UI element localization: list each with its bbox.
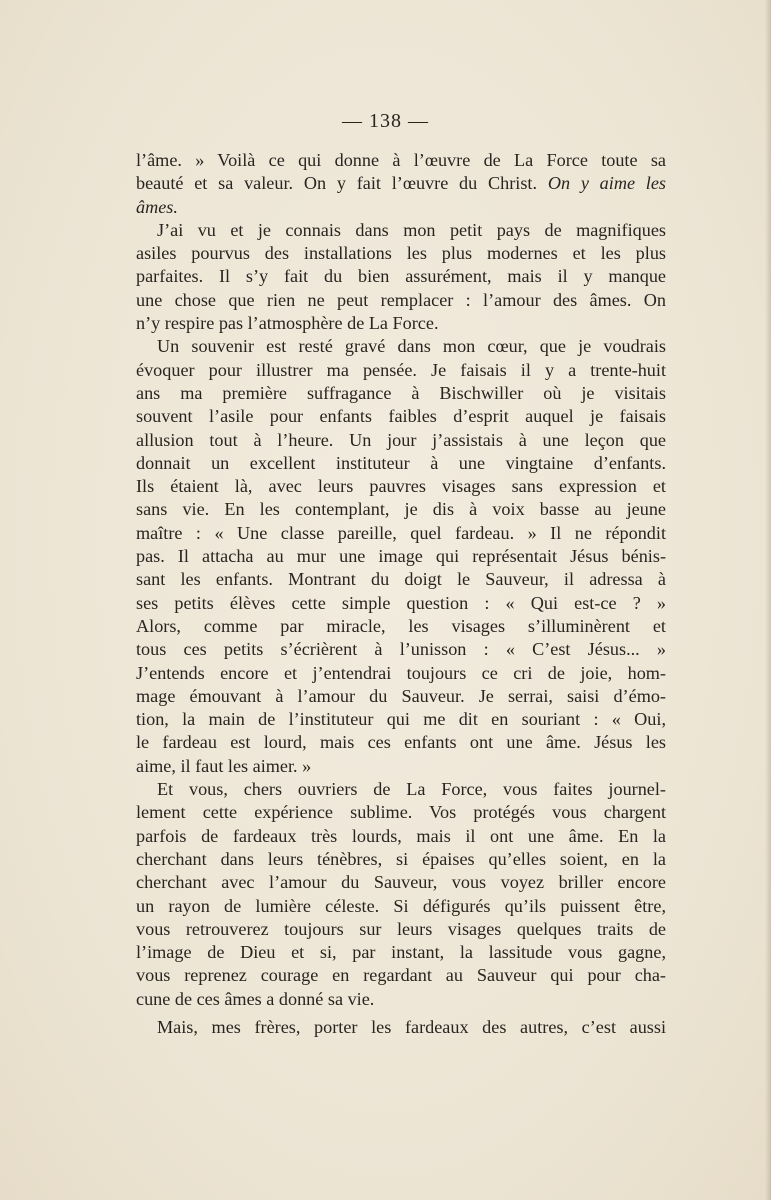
text-line: cherchant avec l’amour du Sauveur, vous voyez briller encore <box>136 872 666 893</box>
text-line: asiles pourvus des installations les plus modernes et les plus <box>136 243 666 264</box>
text-line: n’y respire pas l’atmosphère de La Force. <box>136 313 439 334</box>
text-line: J’entends encore et j’entendrai toujours ce cri de joie, hom- <box>136 662 666 683</box>
text-line: mage émouvant à l’amour du Sauveur. Je serrai, saisi d’émo- <box>136 685 666 706</box>
text-line: Ils étaient là, avec leurs pauvres visages sans expression et <box>136 476 666 497</box>
page-number: — 138 — <box>342 110 429 132</box>
text-line: pas. Il attacha au mur une image qui représentait Jésus bénis- <box>136 546 666 567</box>
text-line: ses petits élèves cette simple question : « Qui est-ce ? » <box>136 592 666 613</box>
text-line: J’ai vu et je connais dans mon petit pays de magnifiques <box>157 219 666 240</box>
text-line: Mais, mes frères, porter les fardeaux des autres, c’est aussi <box>157 1016 666 1037</box>
text-line: Un souvenir est resté gravé dans mon cœur, que je voudrais <box>157 336 666 357</box>
text-line: cherchant dans leurs ténèbres, si épaises qu’elles soient, en la <box>136 848 666 869</box>
text-line: sant les enfants. Montrant du doigt le Sauveur, il adressa à <box>136 569 666 590</box>
text-line: parfois de fardeaux très lourds, mais il ont une âme. En la <box>136 825 666 846</box>
text-line: ans ma première suffragance à Bischwiller où je visitais <box>136 382 666 403</box>
page-edge-shadow <box>765 0 771 1200</box>
text-line: tous ces petits s’écrièrent à l’unisson : « C’est Jésus... » <box>136 639 666 660</box>
text-line: l’âme. » Voilà ce qui donne à l’œuvre de La Force toute sa <box>136 150 666 170</box>
text-line: beauté et sa valeur. On y fait l’œuvre du Christ. On y aime les <box>136 173 666 194</box>
page-text-body <box>136 149 666 1039</box>
text-line: une chose que rien ne peut remplacer : l’amour des âmes. On <box>136 289 666 310</box>
text-line: parfaites. Il s’y fait du bien assurément, mais il y manque <box>136 266 666 287</box>
text-line: Alors, comme par miracle, les visages s’illuminèrent et <box>136 615 666 636</box>
text-line: Et vous, chers ouvriers de La Force, vous faites journel- <box>157 779 666 800</box>
text-line: lement cette expérience sublime. Vos protégés vous chargent <box>136 802 666 823</box>
text-line: l’image de Dieu et si, par instant, la lassitude vous gagne, <box>136 942 666 963</box>
text-line: cune de ces âmes a donné sa vie. <box>136 988 375 1009</box>
text-line: aime, il faut les aimer. » <box>136 755 312 776</box>
text-line: vous reprenez courage en regardant au Sauveur qui pour cha- <box>136 965 666 986</box>
text-line: donnait un excellent instituteur à une vingtaine d’enfants. <box>136 452 666 473</box>
text-line: allusion tout à l’heure. Un jour j’assistais à une leçon que <box>136 429 666 450</box>
text-line: souvent l’asile pour enfants faibles d’esprit auquel je faisais <box>136 406 666 427</box>
text-line: sans vie. En les contemplant, je dis à voix basse au jeune <box>136 499 666 520</box>
text-line: vous retrouverez toujours sur leurs visages quelques traits de <box>136 918 666 939</box>
text-line: maître : « Une classe pareille, quel fardeau. » Il ne répondit <box>136 522 666 543</box>
text-line: âmes. <box>136 196 178 217</box>
text-line: tion, la main de l’instituteur qui me dit en souriant : « Oui, <box>136 709 666 730</box>
text-line: un rayon de lumière céleste. Si défigurés qu’ils puissent être, <box>136 895 666 916</box>
text-line: évoquer pour illustrer ma pensée. Je faisais il y a trente-huit <box>136 359 666 380</box>
text-line: le fardeau est lourd, mais ces enfants ont une âme. Jésus les <box>136 732 666 753</box>
